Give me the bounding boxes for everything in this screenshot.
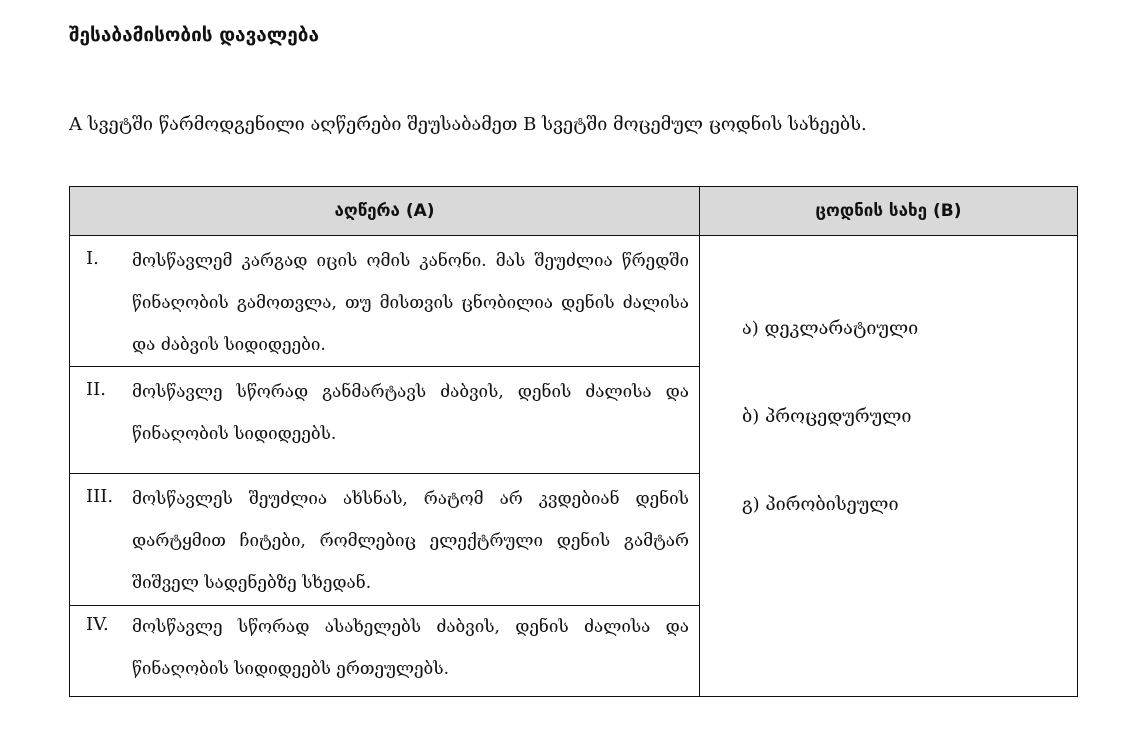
description-text: მოსწავლე სწორად განმარტავს ძაბვის, დენის ძალისა და წინაღობის სიდიდეებს. [132, 382, 689, 444]
description-cell [70, 474, 700, 606]
option-conditional: გ) პირობისეული [742, 494, 899, 515]
description-cell [70, 606, 700, 697]
header-knowledge-type-b: ცოდნის სახე (B) [700, 187, 1078, 236]
description-text: მოსწავლეს შეუძლია ახსნას, რატომ არ კვდებიან დენის დარტყმით ჩიტები, რომლებიც ელექტრული დენის გამტარ შიშველ სადენებზე სხედან. [132, 489, 689, 593]
table-header-row [70, 187, 1078, 236]
description-cell [70, 367, 700, 474]
option-procedural: ბ) პროცედურული [742, 406, 912, 427]
description-cell [70, 236, 700, 367]
description-text: მოსწავლემ კარგად იცის ომის კანონი. მას შეუძლია წრედში წინაღობის გამოთვლა, თუ მისთვის ცნობილია დენის ძალისა და ძაბვის სიდიდეები. [132, 251, 689, 355]
header-description-a: აღწერა (A) [70, 187, 700, 236]
matching-table [69, 186, 1078, 697]
row-number: I. [86, 248, 99, 269]
table-row [70, 236, 1078, 367]
row-number: III. [86, 486, 114, 507]
row-number: II. [86, 379, 106, 400]
page-title: შესაბამისობის დავალება [69, 24, 319, 46]
option-declarative: ა) დეკლარატიული [742, 318, 919, 339]
instruction-text: A სვეტში წარმოდგენილი აღწერები შეუსაბამეთ B სვეტში მოცემულ ცოდნის სახეებს. [69, 114, 867, 135]
row-number: IV. [86, 614, 109, 635]
options-cell [700, 236, 1078, 697]
description-text: მოსწავლე სწორად ასახელებს ძაბვის, დენის ძალისა და წინაღობის სიდიდეებს ერთეულებს. [132, 617, 689, 679]
